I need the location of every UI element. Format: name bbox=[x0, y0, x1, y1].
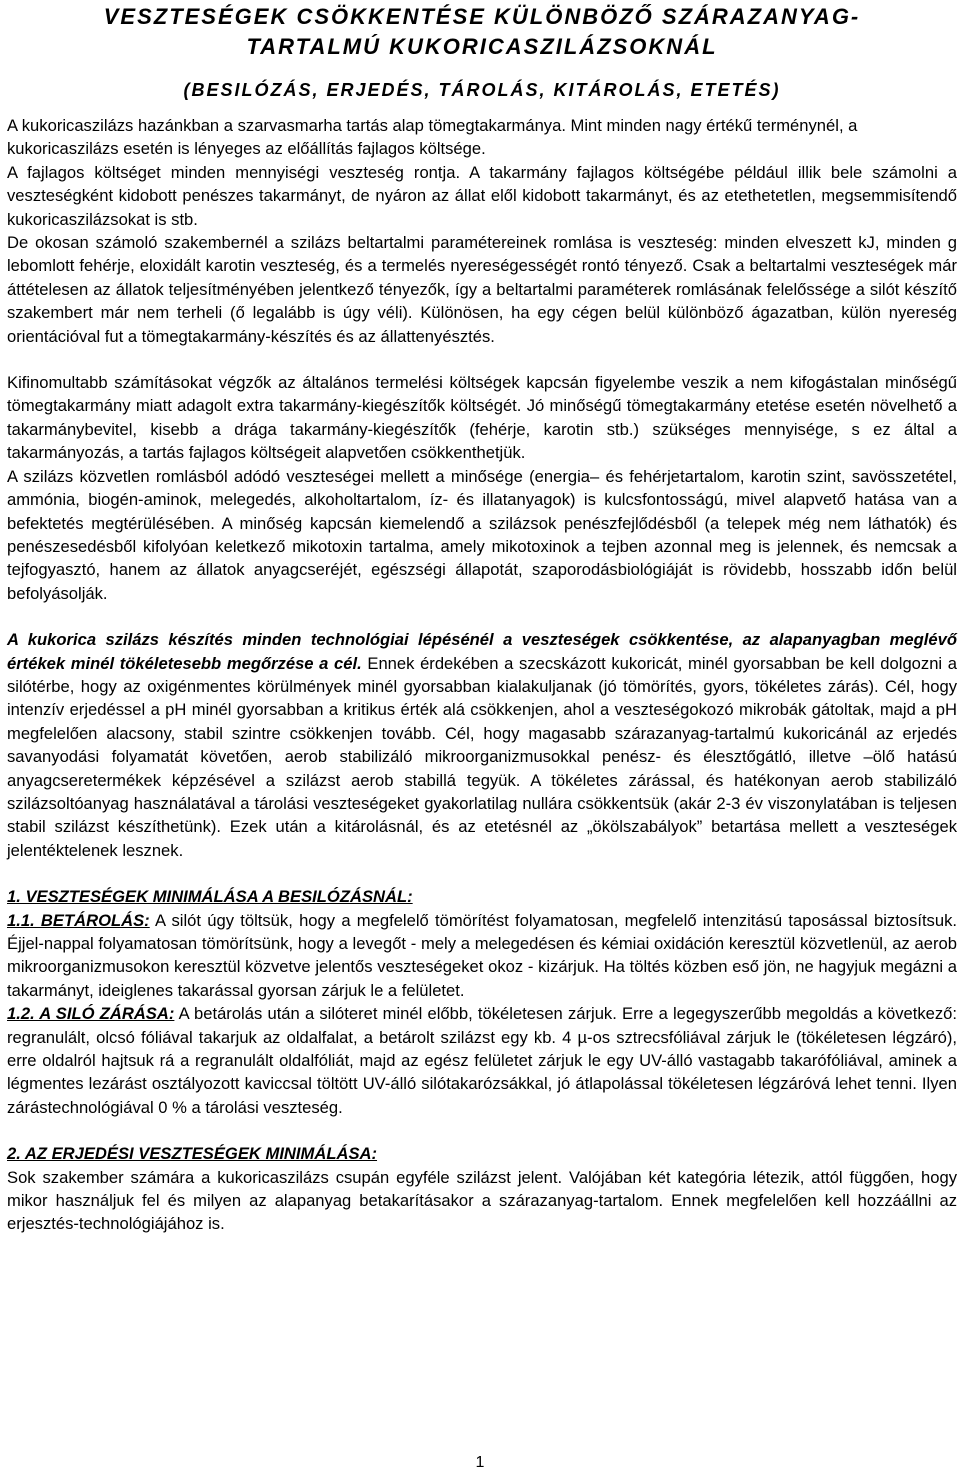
costs-paragraph-1: Kifinomultabb számításokat végzők az általános termelési költségek kapcsán figyelembe veszik a nem kifogástalan minőségű tömegtakarmány miatt adagolt extra takarmány-kiegészítők költségét. Jó minőségű tömegtakarmány etetése esetén növelhető a takarmánybevitel, kisebb a drága takarmány-kiegészítők (fehérje, karotin stb.) szükséges mennyisége, s ez által a takarmányozás, a tartás fajlagos költségeit alapvetően csökkenthetjük. bbox=[7, 373, 957, 463]
document-title bbox=[7, 0, 957, 102]
title-line-2: TARTALMÚ KUKORICASZILÁZSOKNÁL bbox=[246, 34, 718, 59]
section-heading-2: 2. AZ ERJEDÉSI VESZTESÉGEK MINIMÁLÁSA: bbox=[7, 1144, 378, 1164]
subsection-1-2 bbox=[7, 1002, 957, 1119]
technology-paragraph bbox=[7, 628, 957, 862]
title-line-1: VESZTESÉGEK CSÖKKENTÉSE KÜLÖNBÖZŐ SZÁRAZANYAG- bbox=[103, 4, 861, 29]
intro-paragraph-2: A fajlagos költséget minden mennyiségi veszteség rontja. A takarmány fajlagos költségébe például illik bele számolni a veszteségként kidobott penészes takarmányt, de nyáron az állat elől kidobott takarmányt, és az etethetetlen, megsemmisítendő kukoricaszilázsokat is stb. bbox=[7, 162, 957, 229]
section-heading-1: 1. VESZTESÉGEK MINIMÁLÁSA A BESILÓZÁSNÁL: bbox=[7, 887, 413, 907]
document-page bbox=[7, 0, 957, 1236]
section-2-paragraph: Sok szakember számára a kukoricaszilázs csupán egyféle szilázst jelent. Valójában két kategória létezik, attól függően, hogy mikor használjuk fel és milyen az alapanyag betakarításakor a szárazanyag-tartalom. Ennek megfelelően kell hozzáállni az erjesztés-technológiájához is. bbox=[7, 1167, 957, 1234]
paragraph-gap bbox=[7, 1119, 957, 1142]
technology-text: Ennek érdekében a szecskázott kukoricát, minél gyorsabban be kell dolgozni a silótérbe, hogy az oxigénmentes körülmények minél gyorsabban kialakuljanak (jó tömörítés, gyors, tökéletes zárás). Cél, hogy intenzív erjedéssel a pH minél gyorsabban a kritikus érték alá csökkenjen, ahol a veszteségokozó mikrobák gátoltak, majd a pH megfelelően alacsony, stabil szintre csökkenjen tovább. Cél, hogy magasabb szárazanyag-tartalmú kukoricánál az erjedés savanyodási folyamatát követően, aerob stabilizáló mikroorganizmusokkal penész- és élesztőgátló, illetve –ölő hatású anyagcseretermékek képzésével a szilázst aerob stabillá tegyük. A tökéletes zárással, és hatékonyan aerob stabilizáló szilázsoltóanyag használatával a tárolási veszteségeket gyakorlatilag nullára csökkentsük (akár 2-3 év viszonylatában is teljesen stabil szilázst készíthetünk). Ezek után a kitárolásnál, és az etetésnél az „ökölszabályok” betartása mellett a veszteségek jelentéktelenek lesznek. bbox=[7, 653, 957, 860]
intro-paragraph-1: A kukoricaszilázs hazánkban a szarvasmarha tartás alap tömegtakarmánya. Mint minden nagy értékű terménynél, a kukoricaszilázs esetén is lényeges az előállítás fajlagos költsége. bbox=[7, 116, 858, 159]
paragraph-gap bbox=[7, 605, 957, 628]
subsection-1-2-label: 1.2. A SILÓ ZÁRÁSA: bbox=[7, 1004, 175, 1024]
subsection-1-1-label: 1.1. BETÁROLÁS: bbox=[7, 910, 150, 930]
subsection-1-1 bbox=[7, 909, 957, 1003]
document-subtitle: (BESILÓZÁS, ERJEDÉS, TÁROLÁS, KITÁROLÁS, ETETÉS) bbox=[183, 80, 781, 100]
costs-paragraph-2: A szilázs közvetlen romlásból adódó veszteségei mellett a minősége (energia– és fehérjetartalom, karotin szint, savösszetétel, ammónia, biogén-aminok, melegedés, alkoholtartalom, íz- és illatanyagok) is kulcsfontosságú, mivel alapvető hatása van a befektetés megtérülésében. A minőség kapcsán kiemelendő a szilázsok penészfejlődésből (a telepek még nem láthatók) és penészesedésből kifolyóan keletkező mikotoxin tartalma, amely mikotoxinok a tejben azonnal meg is jelennek, és nemcsak a tejfogyasztó, hanem az állatok anyagcseréjét, egészségi állapotát, szaporodásbiológiáját is rövidebb, hosszabb időn belül befolyásolják. bbox=[7, 466, 957, 603]
intro-paragraph-3: De okosan számoló szakembernél a szilázs beltartalmi paramétereinek romlása is veszteség: minden elveszett kJ, minden g lebomlott fehérje, eloxidált karotin veszteség, és a termelés nyereségességét rontó tényező. Csak a beltartalmi veszteségek már áttételesen az állatok teljesítményében jelentkező tényezők, így a beltartalmi paraméterek romlásának felelőssége a silót készítő szakembert már nem terheli (ő legalább is úgy véli). Különösen, ha egy cégen belül különböző ágazatban, külön nyereség orientációval fut a tömegtakarmány-készítés és az állattenyésztés. bbox=[7, 233, 957, 346]
subsection-1-1-text: A silót úgy töltsük, hogy a megfelelő tömörítést folyamatosan, megfelelő intenzitású taposással biztosítsuk. Éjjel-nappal folyamatosan tömörítsünk, hogy a levegőt - mely a melegedésen és kémiai oxidáción keresztül közvetlenül, az aerob mikroorganizmusokon keresztül közvetve jelentős veszteségeket okoz - kizárjuk. Ha töltés közben eső jön, ne hagyjuk megázni a takarmányt, ideiglenes takarással gyorsan zárjuk le a felületet. bbox=[7, 910, 957, 1000]
technology-lead-bold: A kukorica szilázs készítés minden technológiai lépésénél a veszteségek csökkentése, az alapanyagban meglévő értékek minél tökéletesebb megőrzése a cél. bbox=[7, 630, 957, 673]
paragraph-gap bbox=[7, 348, 957, 371]
subsection-1-2-text: A betárolás után a silóteret minél előbb, tökéletesen zárjuk. Erre a legegyszerűbb megoldás a következő: regranulált, olcsó fóliával takarjuk az oldalfalat, a betárolt szilázst egy kb. 4 µ-os sztrecsfóliával zárjuk le (tökéletesen légzáró), erre oldalról hajtsuk rá a regranulált oldalfóliát, majd az egész felületet zárjuk le egy UV-álló vastagabb takarófóliával, aminek a légmentes lezárást osztályozott kaviccsal töltött UV-álló silótakarózsákkal, jó átlapolással tökéletesen légzáróvá lehet tenni. Ilyen zárástechnológiával 0 % a tárolási veszteség. bbox=[7, 1004, 957, 1117]
page-number: 1 bbox=[475, 1454, 485, 1471]
paragraph-gap bbox=[7, 862, 957, 885]
